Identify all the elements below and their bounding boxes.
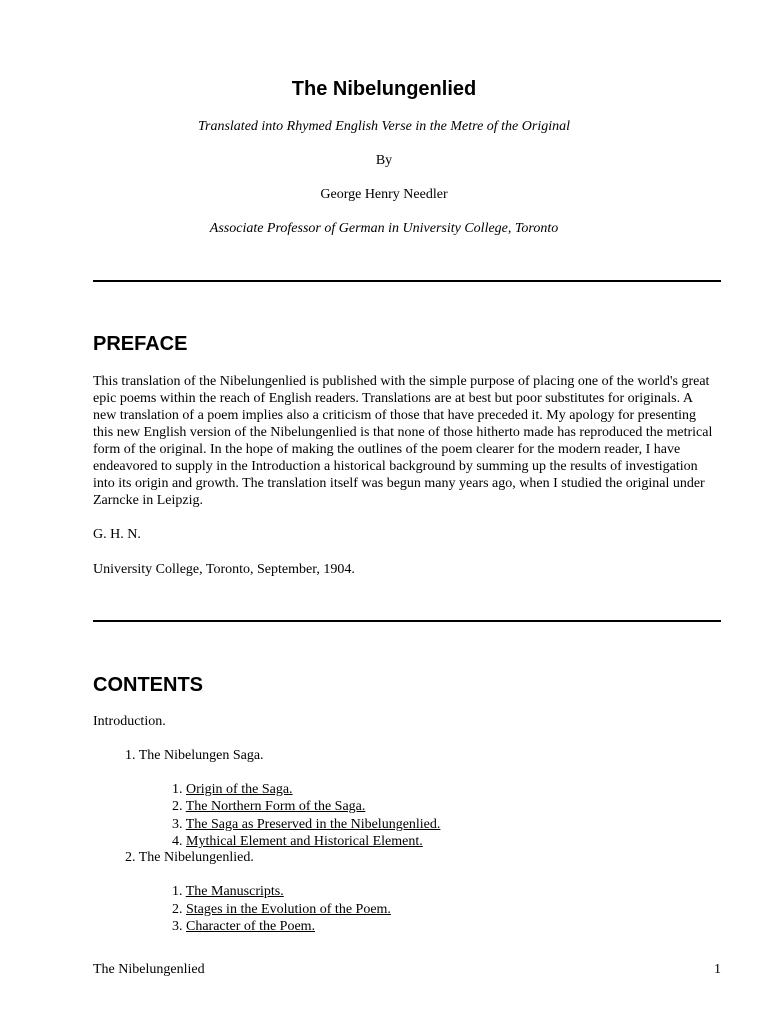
preface-line: Zarncke in Leipzig. bbox=[93, 493, 204, 508]
toc-item-number: 4. bbox=[172, 834, 186, 849]
toc-item bbox=[172, 816, 440, 833]
horizontal-rule bbox=[93, 620, 721, 622]
toc-link[interactable]: Origin of the Saga. bbox=[186, 782, 293, 797]
preface-line: epic poems within the reach of English readers. Translations are at best but poor substitutes for originals. A bbox=[93, 391, 693, 406]
preface-line: into its origin and growth. The translation itself was begun many years ago, when I studied the original under bbox=[93, 476, 705, 491]
horizontal-rule bbox=[93, 280, 721, 282]
toc-item-number: 2. bbox=[172, 902, 186, 917]
toc-item bbox=[172, 883, 284, 900]
toc-item bbox=[172, 918, 315, 935]
toc-section: 1. The Nibelungen Saga. bbox=[125, 748, 264, 763]
preface-line: endeavored to supply in the Introduction a historical background by summing up the results of investigation bbox=[93, 459, 698, 474]
preface-line: form of the original. In the hope of making the outlines of the poem clearer for the modern reader, I have bbox=[93, 442, 681, 457]
document-title: The Nibelungenlied bbox=[291, 78, 477, 100]
toc-introduction: Introduction. bbox=[93, 714, 166, 729]
toc-link[interactable]: The Manuscripts. bbox=[185, 884, 284, 899]
toc-item bbox=[172, 833, 423, 850]
toc-link[interactable]: Stages in the Evolution of the Poem. bbox=[186, 902, 391, 917]
preface-line: this new English version of the Nibelungenlied is that none of those hitherto made has reproduced the metrical bbox=[93, 425, 713, 440]
preface-line: This translation of the Nibelungenlied is published with the simple purpose of placing one of the world's great bbox=[93, 374, 710, 389]
toc-item-number: 2. bbox=[172, 799, 186, 814]
toc-item bbox=[172, 798, 365, 815]
toc-section: 2. The Nibelungenlied. bbox=[125, 850, 254, 865]
toc-link[interactable]: The Saga as Preserved in the Nibelungenlied. bbox=[185, 817, 441, 832]
toc-item-number: 1. bbox=[172, 782, 186, 797]
toc-link[interactable]: Mythical Element and Historical Element. bbox=[186, 834, 423, 849]
by-line: By bbox=[375, 153, 393, 168]
toc-item bbox=[172, 781, 293, 798]
author-name: George Henry Needler bbox=[320, 187, 448, 202]
toc-link[interactable]: The Northern Form of the Saga. bbox=[185, 799, 366, 814]
preface-line: new translation of a poem implies also a criticism of those that have preceded it. My apology for presenting bbox=[93, 408, 696, 423]
preface-place-date: University College, Toronto, September, 1904. bbox=[93, 562, 355, 577]
preface-signature: G. H. N. bbox=[93, 527, 141, 542]
preface-heading: PREFACE bbox=[93, 333, 188, 355]
author-position: Associate Professor of German in University College, Toronto bbox=[209, 221, 559, 236]
toc-link[interactable]: Character of the Poem. bbox=[186, 919, 316, 934]
toc-item bbox=[172, 901, 391, 918]
toc-item-number: 3. bbox=[172, 817, 186, 832]
footer-document-title: The Nibelungenlied bbox=[93, 962, 205, 977]
contents-heading: CONTENTS bbox=[93, 674, 203, 696]
page-number: 1 bbox=[714, 962, 721, 977]
document-subtitle: Translated into Rhymed English Verse in the Metre of the Original bbox=[198, 119, 570, 134]
toc-item-number: 1. bbox=[172, 884, 186, 899]
toc-item-number: 3. bbox=[172, 919, 186, 934]
